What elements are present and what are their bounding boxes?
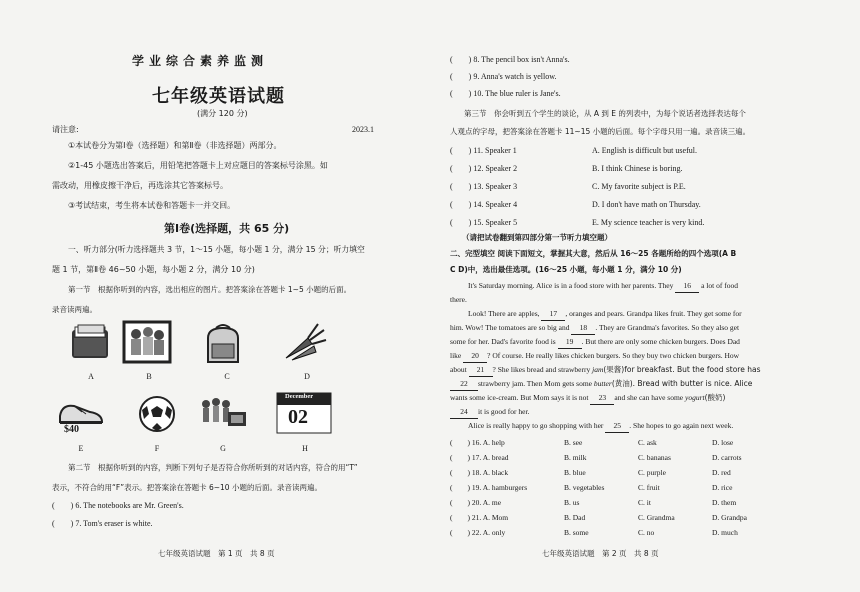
option-row-22: ( ) 22. A. only	[450, 528, 506, 537]
option-20-b: B. us	[564, 498, 580, 507]
option-16-b: B. see	[564, 438, 583, 447]
passage-line-7: about 21 ? She likes bread and strawberry jam(果酱)for breakfast. But the food store has	[450, 364, 760, 377]
option-row-16: ( ) 16. A. help	[450, 438, 505, 447]
tf-item-6: ( ) 6. The notebooks are Mr. Green's.	[52, 501, 184, 510]
picture-label-d: D	[304, 372, 310, 381]
listening-intro-1: 一、听力部分(听力选择题共 3 节，1～15 小题，每小题 1 分，满分 15 分；听力填空	[68, 245, 365, 254]
calendar-day: 02	[288, 406, 308, 428]
option-19-b: B. vegetables	[564, 483, 605, 492]
blank-25[interactable]: 25	[605, 420, 629, 433]
right-footer: 七年级英语试题 第 2 页 共 8 页	[542, 549, 659, 558]
exam-header: 学业综合素养监测	[132, 54, 269, 68]
option-row-19: ( ) 19. A. hamburgers	[450, 483, 528, 492]
picture-label-h: H	[302, 444, 308, 453]
option-18-c: C. purple	[638, 468, 666, 477]
option-19-d: D. rice	[712, 483, 733, 492]
notice-label: 请注意:	[52, 125, 79, 134]
speaker-question-14: ( ) 14. Speaker 4	[450, 200, 518, 209]
option-row-21: ( ) 21. A. Mom	[450, 513, 509, 522]
option-17-c: C. bananas	[638, 453, 671, 462]
passage-line-3: Look! There are apples, 17 , oranges and pears. Grandpa likes fruit. They get some for	[468, 308, 742, 321]
blank-22[interactable]: 22	[450, 378, 478, 391]
passage-line-8: 22 strawberry jam. Then Mom gets some butter(黄油). Bread with butter is nice. Alice	[450, 378, 752, 391]
picture-label-f: F	[154, 444, 160, 453]
listening-intro-2: 题 1 节，第Ⅱ卷 46~50 小题，每小题 2 分，满分 10 分)	[52, 265, 255, 274]
blank-23[interactable]: 23	[590, 392, 614, 405]
rule-2-cont: 需改动，用橡皮擦干净后，再选涂其它答案标号。	[52, 181, 228, 190]
option-17-b: B. milk	[564, 453, 587, 462]
rule-3: ③考试结束，考生将本试卷和答题卡一并交回。	[68, 201, 236, 210]
section1-instr-2: 录音读两遍。	[52, 305, 97, 314]
option-16-d: D. lose	[712, 438, 734, 447]
blank-19[interactable]: 19	[558, 336, 582, 349]
blank-24[interactable]: 24	[450, 406, 478, 419]
tf-item-9: ( ) 9. Anna's watch is yellow.	[450, 72, 557, 81]
picture-label-g: G	[220, 444, 226, 453]
passage-line-11: Alice is really happy to go shopping with her 25 . She hopes to go again next week.	[468, 420, 733, 433]
option-22-c: C. no	[638, 528, 655, 537]
blank-21[interactable]: 21	[469, 364, 493, 377]
picture-label-c: C	[224, 372, 230, 381]
picture-label-e: E	[78, 444, 84, 453]
speaker-option-c: C. My favorite subject is P.E.	[592, 182, 686, 191]
option-16-c: C. ask	[638, 438, 657, 447]
option-20-d: D. them	[712, 498, 737, 507]
passage-line-1: It's Saturday morning. Alice is in a food store with her parents. They 16 a lot of food	[468, 280, 738, 293]
option-19-c: C. fruit	[638, 483, 660, 492]
option-18-b: B. blue	[564, 468, 586, 477]
section3-instr-2: 人观点的字母，把答案涂在答题卡 11~15 小题的后面。每个字母只用一遍。录音读三遍。	[450, 127, 751, 136]
speaker-question-11: ( ) 11. Speaker 1	[450, 146, 517, 155]
tf-item-8: ( ) 8. The pencil box isn't Anna's.	[450, 55, 570, 64]
speaker-option-b: B. I think Chinese is boring.	[592, 164, 683, 173]
section2-instr-2: 表示，不符合的用“F”表示。把答案涂在答题卡 6~10 小题的后面。录音读两遍。	[52, 483, 322, 492]
speaker-option-d: D. I don't have math on Thursday.	[592, 200, 701, 209]
cloze-intro-2: C D)中，选出最佳选项。(16～25 小题，每小题 1 分，满分 10 分)	[450, 265, 682, 274]
speaker-question-13: ( ) 13. Speaker 3	[450, 182, 518, 191]
option-21-d: D. Grandpa	[712, 513, 747, 522]
exam-title: 七年级英语试题	[152, 86, 285, 107]
option-18-d: D. red	[712, 468, 731, 477]
schoolbag-picture	[198, 322, 248, 366]
family-photo-picture	[122, 320, 172, 364]
wallet-picture	[66, 322, 116, 366]
left-footer: 七年级英语试题 第 1 页 共 8 页	[158, 549, 275, 558]
calendar-month: December	[285, 393, 314, 400]
left-page	[52, 0, 420, 592]
rule-2: ②1-45 小题选出答案后，用铅笔把答题卡上对应题目的答案标号涂黑。如	[68, 161, 328, 170]
soccer-ball-picture	[132, 392, 182, 436]
option-22-b: B. some	[564, 528, 589, 537]
section3-instr-1: 第三节 你会听到五个学生的谈论，从 A 到 E 的列表中，为每个说话者选择表达每个	[464, 109, 746, 118]
speaker-option-e: E. My science teacher is very kind.	[592, 218, 705, 227]
passage-line-6: like 20 ? Of course. He really likes chicken burgers. So they buy two chicken burgers. How	[450, 350, 739, 363]
option-17-d: D. carrots	[712, 453, 742, 462]
option-21-b: B. Dad	[564, 513, 586, 522]
blank-17[interactable]: 17	[541, 308, 565, 321]
picture-label-b: B	[146, 372, 152, 381]
section2-instr-1: 第二节 根据你听到的内容，判断下列句子是否符合你所听到的对话内容，符合的用“T”	[68, 463, 358, 472]
passage-line-10: 24 it is good for her.	[450, 406, 529, 419]
picture-label-a: A	[88, 372, 94, 381]
price-tag: $40	[64, 424, 79, 435]
speaker-question-15: ( ) 15. Speaker 5	[450, 218, 518, 227]
option-20-c: C. it	[638, 498, 651, 507]
speaker-option-a: A. English is difficult but useful.	[592, 146, 697, 155]
rule-1: ①本试卷分为第Ⅰ卷（选择题）和第Ⅱ卷（非选择题）两部分。	[68, 141, 282, 150]
tf-item-7: ( ) 7. Tom's eraser is white.	[52, 519, 153, 528]
exam-date: 2023.1	[352, 125, 374, 134]
blank-18[interactable]: 18	[571, 322, 595, 335]
right-page	[450, 0, 795, 592]
full-score: (满分 120 分)	[197, 109, 248, 118]
speaker-question-12: ( ) 12. Speaker 2	[450, 164, 518, 173]
part1-title: 第Ⅰ卷(选择题，共 65 分)	[164, 222, 290, 235]
passage-line-2: there.	[450, 295, 467, 304]
passage-line-5: some for her. Dad's favorite food is 19 . But there are only some chicken burgers. Does Dad	[450, 336, 740, 349]
section1-instr-1: 第一节 根据你听到的内容，选出相应的图片。把答案涂在答题卡 1~5 小题的后面。	[68, 285, 352, 294]
tf-item-10: ( ) 10. The blue ruler is Jane's.	[450, 89, 561, 98]
cloze-intro-1: 二、完型填空 阅读下面短文，掌握其大意，然后从 16～25 各题所给的四个选项(A B	[450, 249, 737, 258]
option-21-c: C. Grandma	[638, 513, 675, 522]
option-row-17: ( ) 17. A. bread	[450, 453, 509, 462]
passage-line-9: wants some ice-cream. But Mom says it is not 23 and she can have some yogurt(酸奶)	[450, 392, 725, 405]
students-picture	[198, 392, 248, 436]
carrots-picture	[278, 320, 328, 364]
passage-line-4: him. Wow! The tomatoes are so big and 18 . They are Grandma's favorites. So they also get	[450, 322, 739, 335]
option-row-18: ( ) 18. A. black	[450, 468, 509, 477]
listening-end-note: （请把试卷翻到第四部分第一节听力填空题）	[462, 233, 612, 242]
blank-20[interactable]: 20	[463, 350, 487, 363]
option-row-20: ( ) 20. A. me	[450, 498, 502, 507]
option-22-d: D. much	[712, 528, 738, 537]
blank-16[interactable]: 16	[675, 280, 699, 293]
